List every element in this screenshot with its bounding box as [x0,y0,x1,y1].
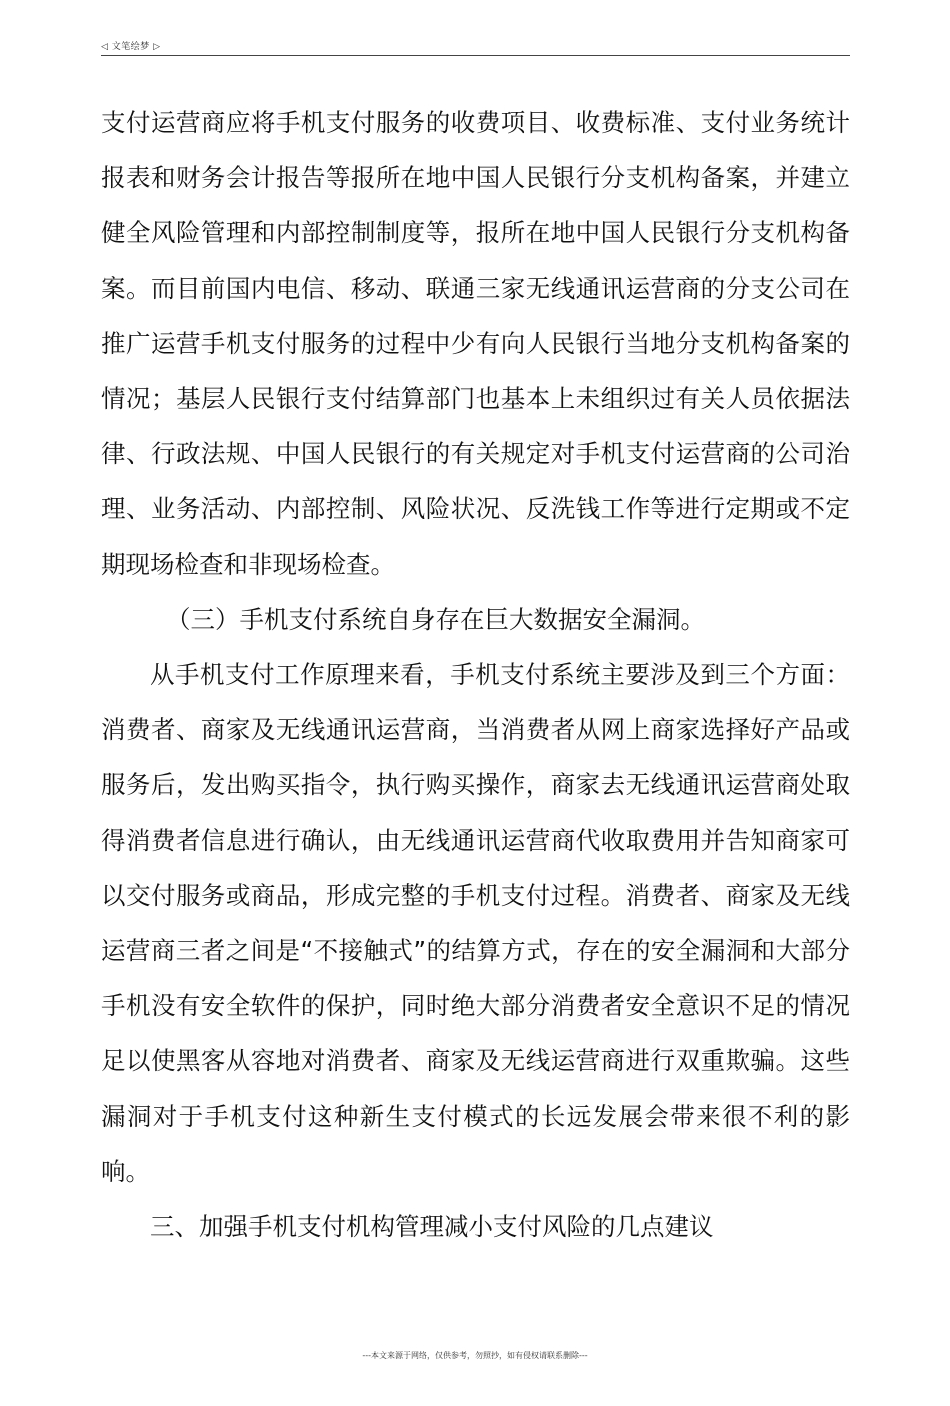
document-body [101,95,850,1254]
page-footer-disclaimer: ---本文来源于网络，仅供参考，勿照抄，如有侵权请联系删除--- [362,1351,588,1360]
section-heading-data-security: （三）手机支付系统自身存在巨大数据安全漏洞。 [166,604,705,634]
header-divider [101,55,850,56]
section-heading-suggestions: 三、加强手机支付机构管理减小支付风险的几点建议 [150,1212,714,1242]
paragraph-payment-principle: 从手机支付工作原理来看，手机支付系统主要涉及到三个方面：消费者、商家及无线通讯运营商，当消费者从网上商家选择好产品或服务后，发出购买指令，执行购买操作，商家去无线通讯运营商处取得消费者信息进行确认，由无线通讯运营商代收取费用并告知商家可以交付服务或商品，形成完整的手机支付过程。消费者、商家及无线运营商三者之间是“不接触式”的结算方式，存在的安全漏洞和大部分手机没有安全软件的保护，同时绝大部分消费者安全意识不足的情况足以使黑客从容地对消费者、商家及无线运营商进行双重欺骗。这些漏洞对于手机支付这种新生支付模式的长远发展会带来很不利的影响。 [101,660,850,1186]
page-header: ◁ 文笔绘梦 ▷ [101,42,161,52]
paragraph-regulatory-filing: 支付运营商应将手机支付服务的收费项目、收费标准、支付业务统计报表和财务会计报告等报所在地中国人民银行分支机构备案，并建立健全风险管理和内部控制制度等，报所在地中国人民银行分支机构备案。而目前国内电信、移动、联通三家无线通讯运营商的分支公司在推广运营手机支付服务的过程中少有向人民银行当地分支机构备案的情况；基层人民银行支付结算部门也基本上未组织过有关人员依据法律、行政法规、中国人民银行的有关规定对手机支付运营商的公司治理、业务活动、内部控制、风险状况、反洗钱工作等进行定期或不定期现场检查和非现场检查。 [101,108,850,579]
